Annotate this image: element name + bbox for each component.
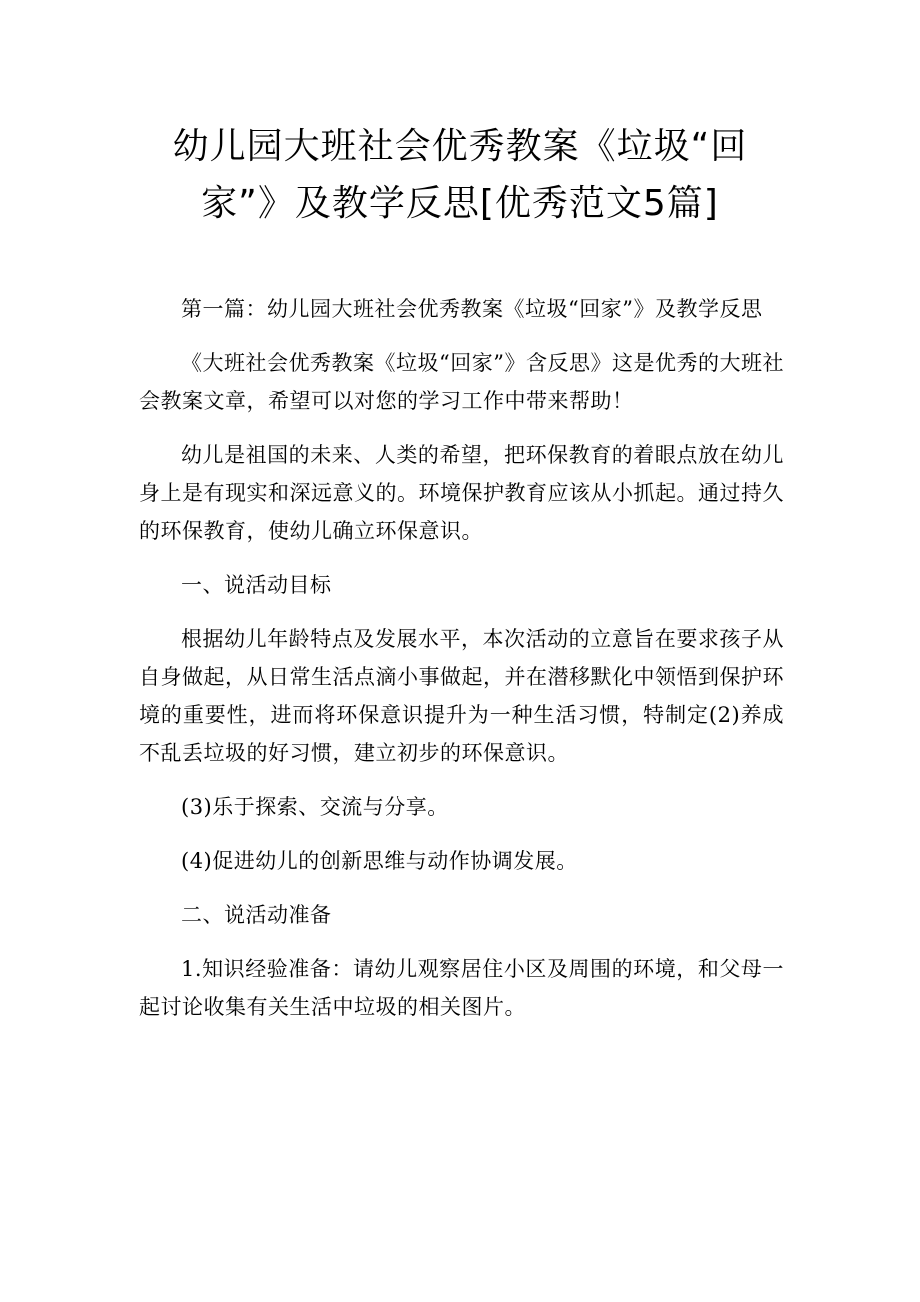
document-title	[120, 118, 800, 232]
title-line-2: 家”》及教学反思[优秀范文5篇]	[201, 183, 719, 224]
section-heading-goals: 一、说活动目标	[181, 573, 332, 597]
goal-item-3: (3)乐于探索、交流与分享。	[181, 795, 449, 819]
document-body	[139, 290, 784, 1042]
section-heading-preparation: 二、说活动准备	[181, 903, 332, 927]
paragraph-goals: 根据幼儿年龄特点及发展水平，本次活动的立意旨在要求孩子从自身做起，从日常生活点滴小事做起，并在潜移默化中领悟到保护环境的重要性，进而将环保意识提升为一种生活习惯，特制定(2)养成不乱丢垃圾的好习惯，建立初步的环保意识。	[139, 627, 784, 765]
paragraph-intro: 《大班社会优秀教案《垃圾“回家”》含反思》这是优秀的大班社会教案文章，希望可以对您的学习工作中带来帮助！	[139, 351, 784, 413]
paragraph-background: 幼儿是祖国的未来、人类的希望，把环保教育的着眼点放在幼儿身上是有现实和深远意义的。环境保护教育应该从小抓起。通过持久的环保教育，使幼儿确立环保意识。	[139, 443, 784, 543]
title-line-1: 幼儿园大班社会优秀教案《垃圾“回	[172, 126, 748, 167]
paragraph-preparation: 1.知识经验准备：请幼儿观察居住小区及周围的环境，和父母一起讨论收集有关生活中垃圾的相关图片。	[139, 957, 784, 1019]
paragraph-subtitle: 第一篇：幼儿园大班社会优秀教案《垃圾“回家”》及教学反思	[181, 297, 763, 321]
goal-item-4: (4)促进幼儿的创新思维与动作协调发展。	[181, 849, 578, 873]
